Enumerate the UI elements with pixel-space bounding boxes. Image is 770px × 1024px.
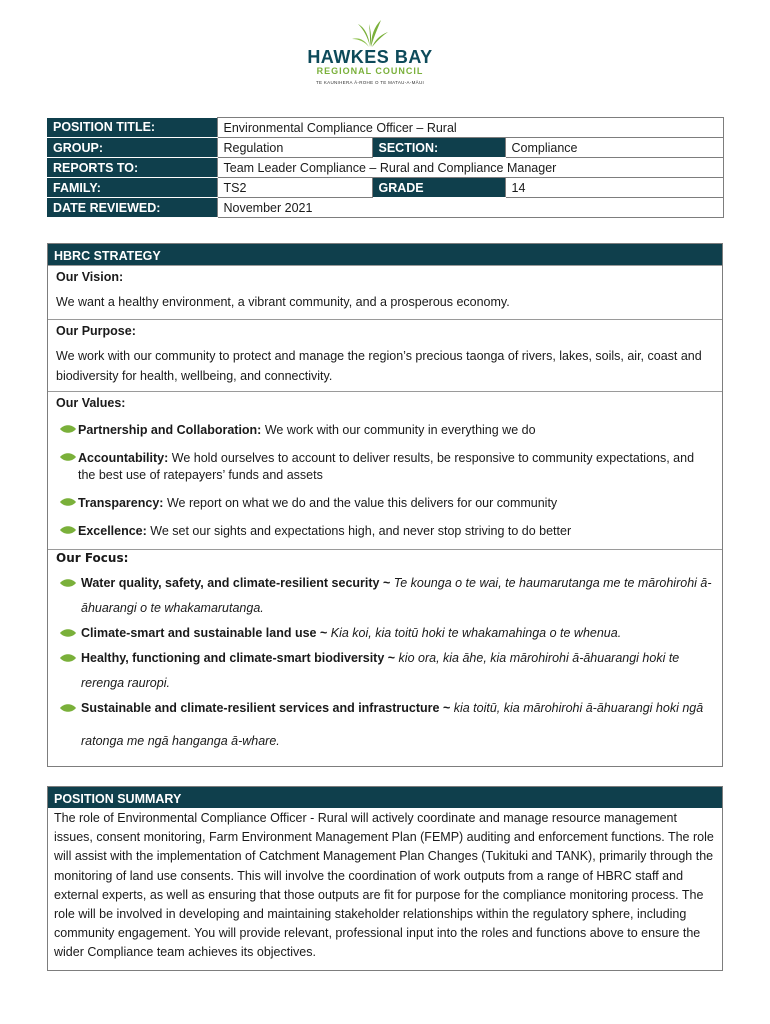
- grade-value: 14: [505, 178, 723, 198]
- list-item: [56, 422, 714, 439]
- table-row: [47, 118, 723, 138]
- leaf-bullet-icon: [60, 425, 76, 433]
- leaf-bullet-icon: [60, 704, 76, 712]
- list-item: [56, 450, 714, 484]
- list-item: [56, 692, 714, 758]
- table-row: [47, 158, 723, 178]
- logo-maori-name: TE KAUNIHERA Ā-ROHE O TE MATAU-A-MĀUI: [315, 80, 425, 85]
- summary-header: POSITION SUMMARY: [48, 787, 722, 808]
- focus-name: Water quality, safety, and climate-resilient security ~: [81, 576, 394, 590]
- value-name: Partnership and Collaboration:: [78, 423, 262, 437]
- position-title-value: Environmental Compliance Officer – Rural: [217, 118, 723, 138]
- family-value: TS2: [217, 178, 372, 198]
- vision-title: Our Vision:: [56, 270, 124, 284]
- reports-to-label: REPORTS TO:: [47, 158, 217, 178]
- values-title: Our Values:: [56, 396, 126, 410]
- leaf-bullet-icon: [60, 526, 76, 534]
- table-row: [47, 178, 723, 198]
- position-info-table: [47, 117, 724, 218]
- fern-leaves-icon: [350, 18, 390, 48]
- section-value: Compliance: [505, 138, 723, 158]
- value-text: We work with our community in everything we do: [261, 423, 536, 437]
- list-item: [56, 621, 714, 646]
- leaf-bullet-icon: [60, 579, 76, 587]
- focus-maori: kio ora, kia āhe, kia mārohirohi ā-āhuarangi hoki te rerenga rauropi.: [81, 651, 680, 690]
- focus-name: Sustainable and climate-resilient services and infrastructure ~: [81, 701, 454, 715]
- leaf-bullet-icon: [60, 453, 76, 461]
- vision-text: We want a healthy environment, a vibrant community, and a prosperous economy.: [56, 295, 510, 309]
- value-text: We report on what we do and the value this delivers for our community: [163, 496, 558, 510]
- family-label: FAMILY:: [47, 178, 217, 198]
- value-name: Excellence:: [78, 524, 147, 538]
- list-item: [56, 523, 714, 540]
- value-text: We hold ourselves to account to deliver results, be responsive to community expectations, and the best use of ratepayers’ funds and assets: [78, 451, 695, 482]
- focus-section: [48, 549, 722, 764]
- purpose-title: Our Purpose:: [56, 324, 136, 338]
- position-summary-section: [47, 786, 723, 971]
- table-row: [47, 198, 723, 218]
- leaf-bullet-icon: [60, 654, 76, 662]
- date-reviewed-value: November 2021: [217, 198, 723, 218]
- summary-text: The role of Environmental Compliance Officer - Rural will actively coordinate and manage resource management issues, consent monitoring, Farm Environment Management Plan (FEMP) auditing and enforcement functions. The role will assist with the implementation of Catchment Management Plan Changes (Tukituki and TANK), primarily through the monitoring of land use consents. This will involve the coordination of work outputs from a range of HBRC staff and external experts, as well as ensuring that those outputs are fit for purpose for the compliance monitoring process. The role will be involved in developing and maintaining stakeholder relationships within the regulatory sphere, including community engagement. You will provide relevant, professional input into the roles and functions above to ensure the wider Compliance team achieves its objectives.: [54, 811, 714, 960]
- logo-name: HAWKES BAY: [307, 47, 433, 67]
- focus-maori: kia toitū, kia mārohirohi ā-āhuarangi hoki ngā ratonga me ngā hanganga ā-whare.: [81, 701, 704, 748]
- hbrc-logo: [300, 18, 440, 90]
- purpose-section: [48, 319, 722, 391]
- reports-to-value: Team Leader Compliance – Rural and Compliance Manager: [217, 158, 723, 178]
- value-text: We set our sights and expectations high, and never stop striving to do better: [146, 524, 572, 538]
- value-name: Accountability:: [78, 451, 169, 465]
- list-item: [56, 495, 714, 512]
- focus-name: Healthy, functioning and climate-smart biodiversity ~: [81, 651, 399, 665]
- leaf-bullet-icon: [60, 629, 76, 637]
- strategy-header: HBRC STRATEGY: [48, 244, 722, 265]
- date-reviewed-label: DATE REVIEWED:: [47, 198, 217, 218]
- focus-maori: Te kounga o te wai, te haumarutanga me te mārohirohi ā-āhuarangi o te whakamarutanga.: [81, 576, 712, 615]
- grade-label: GRADE: [372, 178, 505, 198]
- focus-title: Our Focus:: [56, 551, 129, 565]
- list-item: [56, 571, 714, 621]
- focus-maori: Kia koi, kia toitū hoki te whakamahinga o te whenua.: [330, 626, 622, 640]
- values-section: [48, 391, 722, 549]
- list-item: [56, 646, 714, 696]
- focus-name: Climate-smart and sustainable land use ~: [81, 626, 331, 640]
- section-label: SECTION:: [372, 138, 505, 158]
- group-value: Regulation: [217, 138, 372, 158]
- table-row: [47, 138, 723, 158]
- value-name: Transparency:: [78, 496, 164, 510]
- leaf-bullet-icon: [60, 498, 76, 506]
- hbrc-strategy-section: [47, 243, 723, 767]
- purpose-text: We work with our community to protect and manage the region’s precious taonga of rivers, lakes, soils, air, coast and biodiversity for health, wellbeing, and connectivity.: [56, 349, 702, 383]
- logo-subtitle: REGIONAL COUNCIL: [316, 66, 424, 76]
- position-title-label: POSITION TITLE:: [47, 118, 217, 138]
- vision-section: [48, 265, 722, 319]
- group-label: GROUP:: [47, 138, 217, 158]
